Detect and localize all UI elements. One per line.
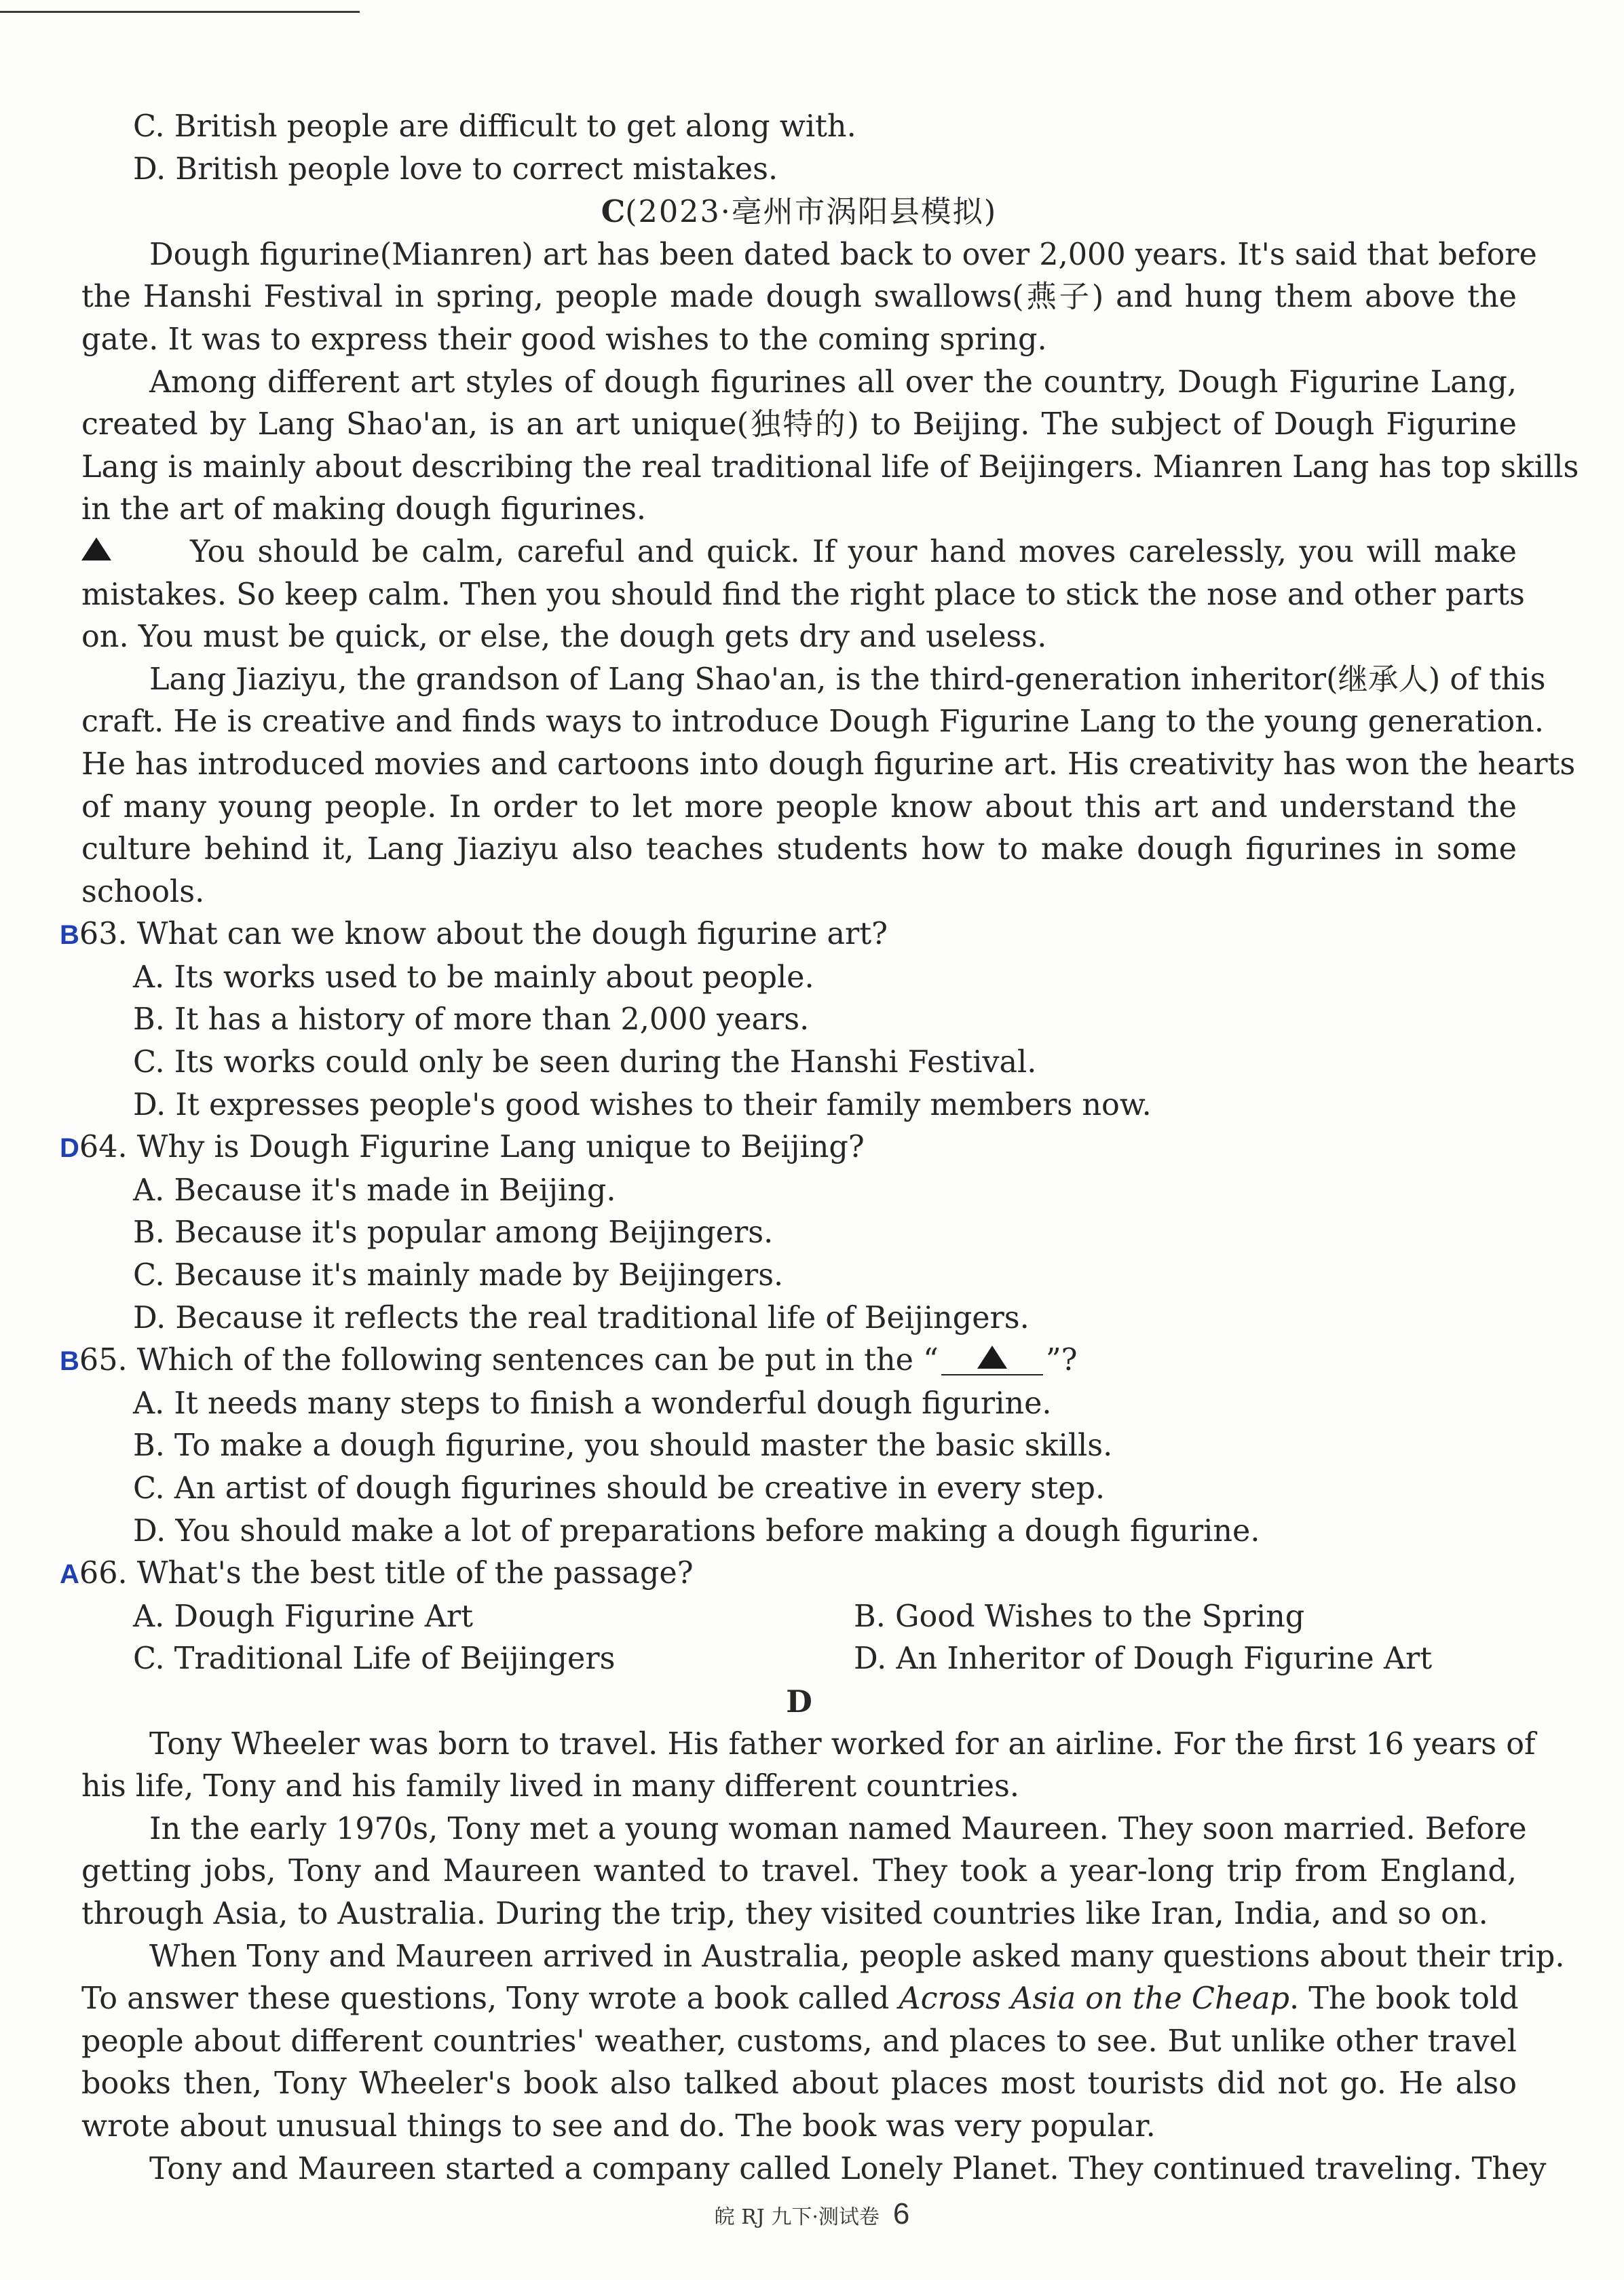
option-c-prev: C. British people are difficult to get along with. <box>133 109 856 144</box>
passage-d-line: Tony Wheeler was born to travel. His father worked for an airline. For the first 16 years of <box>149 1726 1536 1762</box>
triangle-icon <box>977 1346 1007 1369</box>
passage-c-line: of many young people. In order to let more people know about this art and understand the <box>81 789 1517 824</box>
passage-d-line: Tony and Maureen started a company called Lonely Planet. They continued traveling. They <box>149 2151 1547 2186</box>
answer-mark: A <box>60 1559 79 1590</box>
passage-d-line: In the early 1970s, Tony met a young woman named Maureen. They soon married. Before <box>149 1811 1527 1846</box>
passage-c-line: on. You must be quick, or else, the dough gets dry and useless. <box>81 620 1047 655</box>
passage-d-line: through Asia, to Australia. During the trip, they visited countries like Iran, India, and so on. <box>81 1896 1488 1931</box>
option: B. It has a history of more than 2,000 years. <box>133 1002 810 1038</box>
option: A. It needs many steps to finish a wonderful dough figurine. <box>133 1386 1052 1421</box>
passage-c-line: Lang Jiaziyu, the grandson of Lang Shao'an, is the third-generation inheritor(继承人) of this <box>149 662 1546 697</box>
option: A. Its works used to be mainly about people. <box>133 960 814 995</box>
option: C. An artist of dough figurines should be creative in every step. <box>133 1471 1106 1506</box>
option: D. It expresses people's good wishes to their family members now. <box>133 1087 1152 1122</box>
page-footer <box>0 2197 1624 2231</box>
passage-c-line: gate. It was to express their good wishes to the coming spring. <box>81 322 1047 357</box>
passage-c-line: created by Lang Shao'an, is an art unique(独特的) to Beijing. The subject of Dough Figurine <box>81 407 1517 442</box>
passage-d-line: books then, Tony Wheeler's book also talked about places most tourists did not go. He also <box>81 2066 1517 2102</box>
answer-mark: B <box>60 1346 79 1377</box>
passage-c-line: He has introduced movies and cartoons into dough figurine art. His creativity has won the hearts <box>81 746 1576 782</box>
passage-c-line: Among different art styles of dough figurines all over the country, Dough Figurine Lang, <box>149 364 1517 400</box>
passage-c-line: You should be calm, careful and quick. If your hand moves carelessly, you will make <box>81 531 1517 574</box>
passage-c-line: culture behind it, Lang Jiaziyu also teaches students how to make dough figurines in some <box>81 832 1517 867</box>
option: C. Its works could only be seen during the Hanshi Festival. <box>133 1045 1037 1080</box>
header-rule <box>0 11 360 13</box>
passage-c-line: in the art of making dough figurines. <box>81 492 647 527</box>
blank-marker <box>941 1346 1043 1375</box>
passage-c-line: Lang is mainly about describing the real traditional life of Beijingers. Mianren Lang has top skills <box>81 449 1579 484</box>
passage-d-line: people about different countries' weather, customs, and places to see. But unlike other travel <box>81 2024 1517 2059</box>
passage-c-line: Dough figurine(Mianren) art has been dated back to over 2,000 years. It's said that before <box>149 237 1537 272</box>
passage-c-line: craft. He is creative and finds ways to introduce Dough Figurine Lang to the young generation. <box>81 704 1544 740</box>
answer-mark: D <box>60 1133 79 1164</box>
option: C. Because it's mainly made by Beijingers. <box>133 1258 784 1293</box>
passage-d-line: wrote about unusual things to see and do. The book was very popular. <box>81 2108 1156 2144</box>
blank-marker <box>81 531 190 574</box>
question-64: D64. Why is Dough Figurine Lang unique to Beijing? <box>60 1130 865 1165</box>
option-row <box>81 1596 1517 1639</box>
option: C. Traditional Life of Beijingers <box>133 1641 616 1677</box>
section-c-heading: C(2023·亳州市涡阳县模拟) <box>601 194 998 230</box>
footer-label: 皖 RJ 九下·测试卷 <box>714 2205 880 2229</box>
option-row <box>81 1638 1517 1681</box>
option: A. Because it's made in Beijing. <box>133 1173 616 1208</box>
book-title: Across Asia on the Cheap <box>899 1981 1289 2017</box>
triangle-icon <box>81 537 111 560</box>
option: B. Good Wishes to the Spring <box>854 1599 1305 1634</box>
option: D. Because it reflects the real traditional life of Beijingers. <box>133 1300 1030 1335</box>
section-d-heading: D <box>786 1684 812 1720</box>
passage-d-line: his life, Tony and his family lived in many different countries. <box>81 1769 1020 1804</box>
option: B. Because it's popular among Beijingers. <box>133 1215 774 1251</box>
passage-c-line: schools. <box>81 874 205 909</box>
passage-d-line: To answer these questions, Tony wrote a book called Across Asia on the Cheap. The book told <box>81 1981 1519 2017</box>
question-65: B65. Which of the following sentences can be put in the “ ”? <box>60 1343 1078 1378</box>
option: A. Dough Figurine Art <box>133 1599 474 1634</box>
page-number: 6 <box>892 2197 910 2230</box>
option: D. An Inheritor of Dough Figurine Art <box>854 1641 1433 1677</box>
passage-c-line: mistakes. So keep calm. Then you should find the right place to stick the nose and other parts <box>81 577 1525 612</box>
passage-c-line: the Hanshi Festival in spring, people made dough swallows(燕子) and hung them above the <box>81 280 1517 315</box>
answer-mark: B <box>60 920 79 951</box>
passage-d-line: When Tony and Maureen arrived in Australia, people asked many questions about their trip. <box>149 1939 1565 1974</box>
question-66: A66. What's the best title of the passage? <box>60 1556 694 1591</box>
option: B. To make a dough figurine, you should master the basic skills. <box>133 1428 1113 1464</box>
question-63: B63. What can we know about the dough figurine art? <box>60 917 888 952</box>
option-d-prev: D. British people love to correct mistakes. <box>133 151 778 187</box>
exam-page <box>60 106 1579 2190</box>
passage-d-line: getting jobs, Tony and Maureen wanted to travel. They took a year-long trip from England, <box>81 1854 1517 1889</box>
option: D. You should make a lot of preparations before making a dough figurine. <box>133 1513 1260 1548</box>
